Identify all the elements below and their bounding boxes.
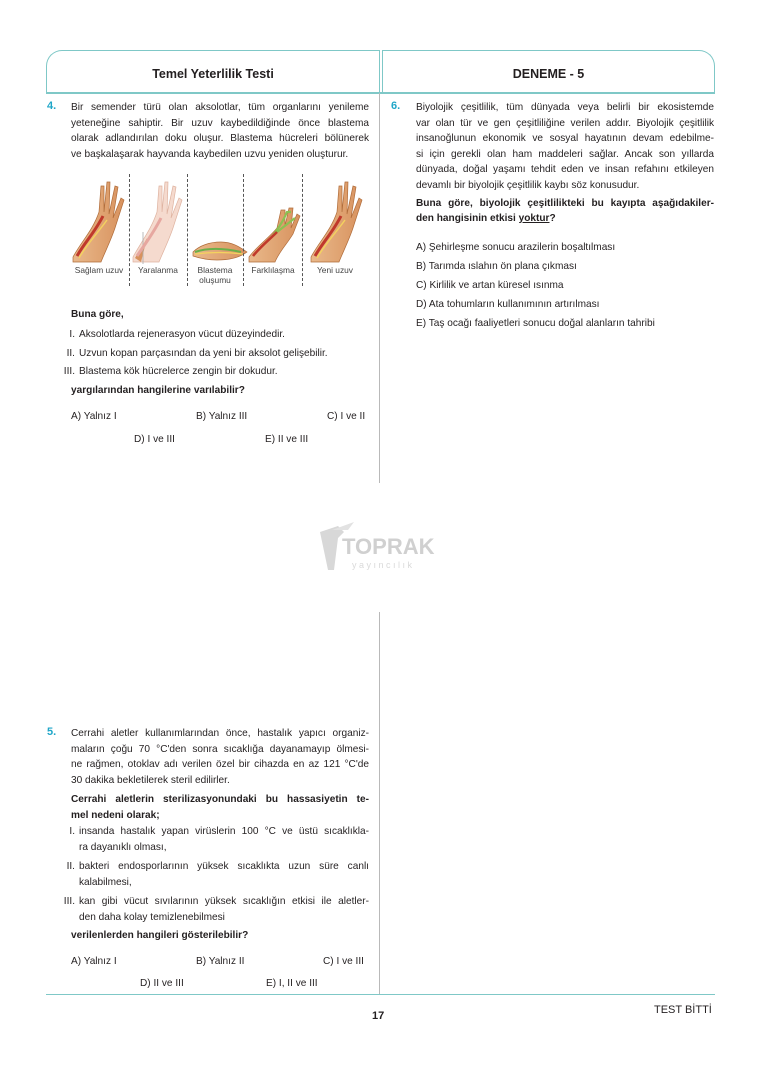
watermark-sub: yayıncılık — [352, 560, 415, 570]
q4-statement — [60, 345, 370, 364]
q4-statement-numeral: III. — [63, 366, 75, 378]
q4-option-a[interactable]: A) Yalnız I — [71, 411, 117, 422]
toprak-watermark-logo — [318, 518, 448, 578]
q6-line: dünyada, doğal yaşamı tehdit eden ve insan refahını etkileyen — [416, 164, 714, 176]
q6-line: Biyolojik çeşitlilik, tüm dünyada veya belirli bir ekosistemde — [416, 102, 714, 113]
q5-option-a[interactable]: A) Yalnız I — [71, 956, 117, 967]
q5-option-e[interactable]: E) I, II ve III — [266, 978, 318, 989]
q5-question: verilenlerden hangileri gösterilebilir? — [71, 930, 249, 941]
column-divider-top — [379, 93, 380, 483]
figure-label-blastema — [189, 265, 241, 285]
q5-statement-line: kan gibi vücut sıvılarının yüksek sıcaklığın etkisi ile aletler- — [79, 896, 369, 908]
q4-statement-numeral: I. — [69, 329, 75, 340]
q4-option-d[interactable]: D) I ve III — [134, 434, 175, 445]
q6-line: devamlı bir biyolojik çeşitlilik kaybı söz konusudur. — [416, 179, 640, 191]
q5-line: maların çoğu 70 °C'den sonra sıcaklığa dayanamayıp ölmesi- — [71, 743, 369, 755]
question-6-stem — [416, 100, 714, 227]
blastema-illustration — [193, 242, 247, 260]
q5-statement-line: kalabilmesi, — [79, 876, 132, 888]
q5-statement — [60, 859, 369, 890]
q5-statement-line: bakteri endosporlarının yüksek sıcaklıkta uzun süre canlı — [79, 861, 369, 873]
q4-statement-text: Uzvun kopan parçasından da yeni bir aksolot gelişebilir. — [79, 347, 328, 359]
q6-option-c[interactable]: C) Kirlilik ve artan küresel ısınma — [416, 280, 564, 292]
q5-statement-body — [79, 859, 369, 890]
q5-statement-numeral: I. — [69, 826, 75, 837]
q4-statement-text: Aksolotlarda rejenerasyon vücut düzeyindedir. — [79, 329, 285, 340]
q4-lead: Buna göre, — [71, 309, 124, 320]
q5-statement-line: den daha kolay temizlenebilmesi — [79, 911, 225, 923]
q4-option-e[interactable]: E) II ve III — [265, 434, 309, 445]
q5-bold-line: Cerrahi aletlerin sterilizasyonundaki bu hassasiyetin te- — [71, 794, 369, 806]
new-limb-illustration — [311, 182, 362, 262]
q4-statement-text: Blastema kök hücrelerce zengin bir dokudur. — [79, 366, 278, 378]
question-5-number: 5. — [47, 726, 57, 738]
question-4-stem — [71, 100, 369, 162]
q4-statement — [60, 326, 370, 345]
q6-line: si için gerekli olan ham maddeleri sağlar. Ancak son yıllarda — [416, 148, 714, 160]
question-5-stem — [71, 726, 369, 824]
q6-option-b[interactable]: B) Tarımda ıslahın ön plana çıkması — [416, 261, 577, 273]
q5-option-c[interactable]: C) I ve III — [323, 956, 364, 967]
figure-label-blastema-line1: Blastema — [197, 265, 233, 275]
q6-line: var olan tür ve gen çeşitliliğine verilen addır. Biyolojik çeşitlilik — [416, 117, 714, 129]
page-number: 17 — [372, 1010, 385, 1022]
q5-line: 30 dakika bekletilerek steril edilirler. — [71, 774, 230, 786]
injury-limb-illustration — [133, 182, 182, 264]
q5-bold-line: mel nedeni olarak; — [71, 809, 160, 821]
column-divider-bottom — [379, 612, 380, 994]
q4-option-b[interactable]: B) Yalnız III — [196, 411, 248, 422]
q5-statement-body — [79, 824, 369, 855]
q5-statements — [60, 824, 369, 926]
q4-line: olarak adlandırılan doku oluşur. Blastema hücreleri bölünerek — [71, 133, 369, 145]
q5-option-b[interactable]: B) Yalnız II — [196, 956, 245, 967]
q5-line: ne rağmen, otoklav adı verilen özel bir cihazda en az 121 °C'de — [71, 759, 369, 771]
header-left-title: Temel Yeterlilik Testi — [46, 50, 380, 93]
figure-label-blastema-line2: oluşumu — [199, 275, 231, 285]
test-end-label: TEST BİTTİ — [654, 1004, 712, 1016]
q6-bold-underlined: yoktur — [518, 213, 550, 225]
q6-bold-line: Buna göre, biyolojik çeşitlilikteki bu kayıpta aşağıdakiler- — [416, 197, 714, 209]
q6-option-a[interactable]: A) Şehirleşme sonucu arazilerin boşaltılması — [416, 242, 616, 253]
q5-line: Cerrahi aletler kullanımlarından önce, hastalık yapıcı organiz- — [71, 728, 369, 739]
question-4-number: 4. — [47, 100, 57, 112]
differentiation-illustration — [249, 208, 300, 262]
q4-line: yeteneğine sahiptir. Bir uzuv kaybedildiğinde önce blastema — [71, 117, 369, 129]
q6-line: insanoğlunun ekonomik ve sosyal hayatının devam edebilme- — [416, 133, 714, 145]
q5-statement-line: insanda hastalık yapan virüslerin 100 °C ve üstü sıcaklıkla- — [79, 826, 369, 837]
q4-statements — [60, 326, 370, 382]
q4-line: Bir semender türü olan aksolotlar, tüm organlarını yenileme — [71, 102, 369, 113]
q6-option-e[interactable]: E) Taş ocağı faaliyetleri sonucu doğal alanların tahribi — [416, 318, 655, 330]
figure-separator — [129, 174, 130, 286]
figure-label-intact: Sağlam uzuv — [74, 265, 124, 275]
q4-line: ve başkalaşarak hayvanda kaybedilen uzvu yeniden oluşturur. — [71, 148, 349, 160]
figure-separator — [243, 174, 244, 286]
intact-limb-illustration — [73, 182, 124, 262]
figure-label-differentiation: Farklılaşma — [251, 265, 295, 275]
header-divider — [46, 92, 715, 94]
q4-statement-numeral: II. — [66, 347, 75, 359]
q6-bold-pre: den hangisinin etkisi — [416, 213, 519, 225]
q4-statement — [60, 363, 370, 382]
q6-bold-post: ? — [549, 213, 556, 225]
q4-question: yargılarından hangilerine varılabilir? — [71, 385, 245, 396]
question-6-number: 6. — [391, 100, 401, 112]
q5-statement-numeral: III. — [63, 896, 75, 908]
q5-statement — [60, 894, 369, 925]
q6-option-d[interactable]: D) Ata tohumların kullanımının artırılması — [416, 299, 600, 311]
q5-option-d[interactable]: D) II ve III — [140, 978, 184, 989]
footer-divider — [46, 994, 715, 995]
q5-statement-numeral: II. — [66, 861, 75, 873]
watermark-brand: TOPRAK — [342, 534, 435, 559]
q5-statement-body — [79, 894, 369, 925]
q5-statement — [60, 824, 369, 855]
q5-statement-line: ra dayanıklı olması, — [79, 841, 167, 853]
q6-bold-line-2 — [416, 211, 714, 227]
figure-separator — [187, 174, 188, 286]
figure-label-injury: Yaralanma — [138, 265, 178, 275]
q6-options — [416, 238, 714, 333]
q4-option-c[interactable]: C) I ve II — [327, 411, 366, 422]
header-right-title: DENEME - 5 — [382, 50, 715, 93]
figure-label-new-limb: Yeni uzuv — [316, 265, 353, 275]
figure-separator — [302, 174, 303, 286]
